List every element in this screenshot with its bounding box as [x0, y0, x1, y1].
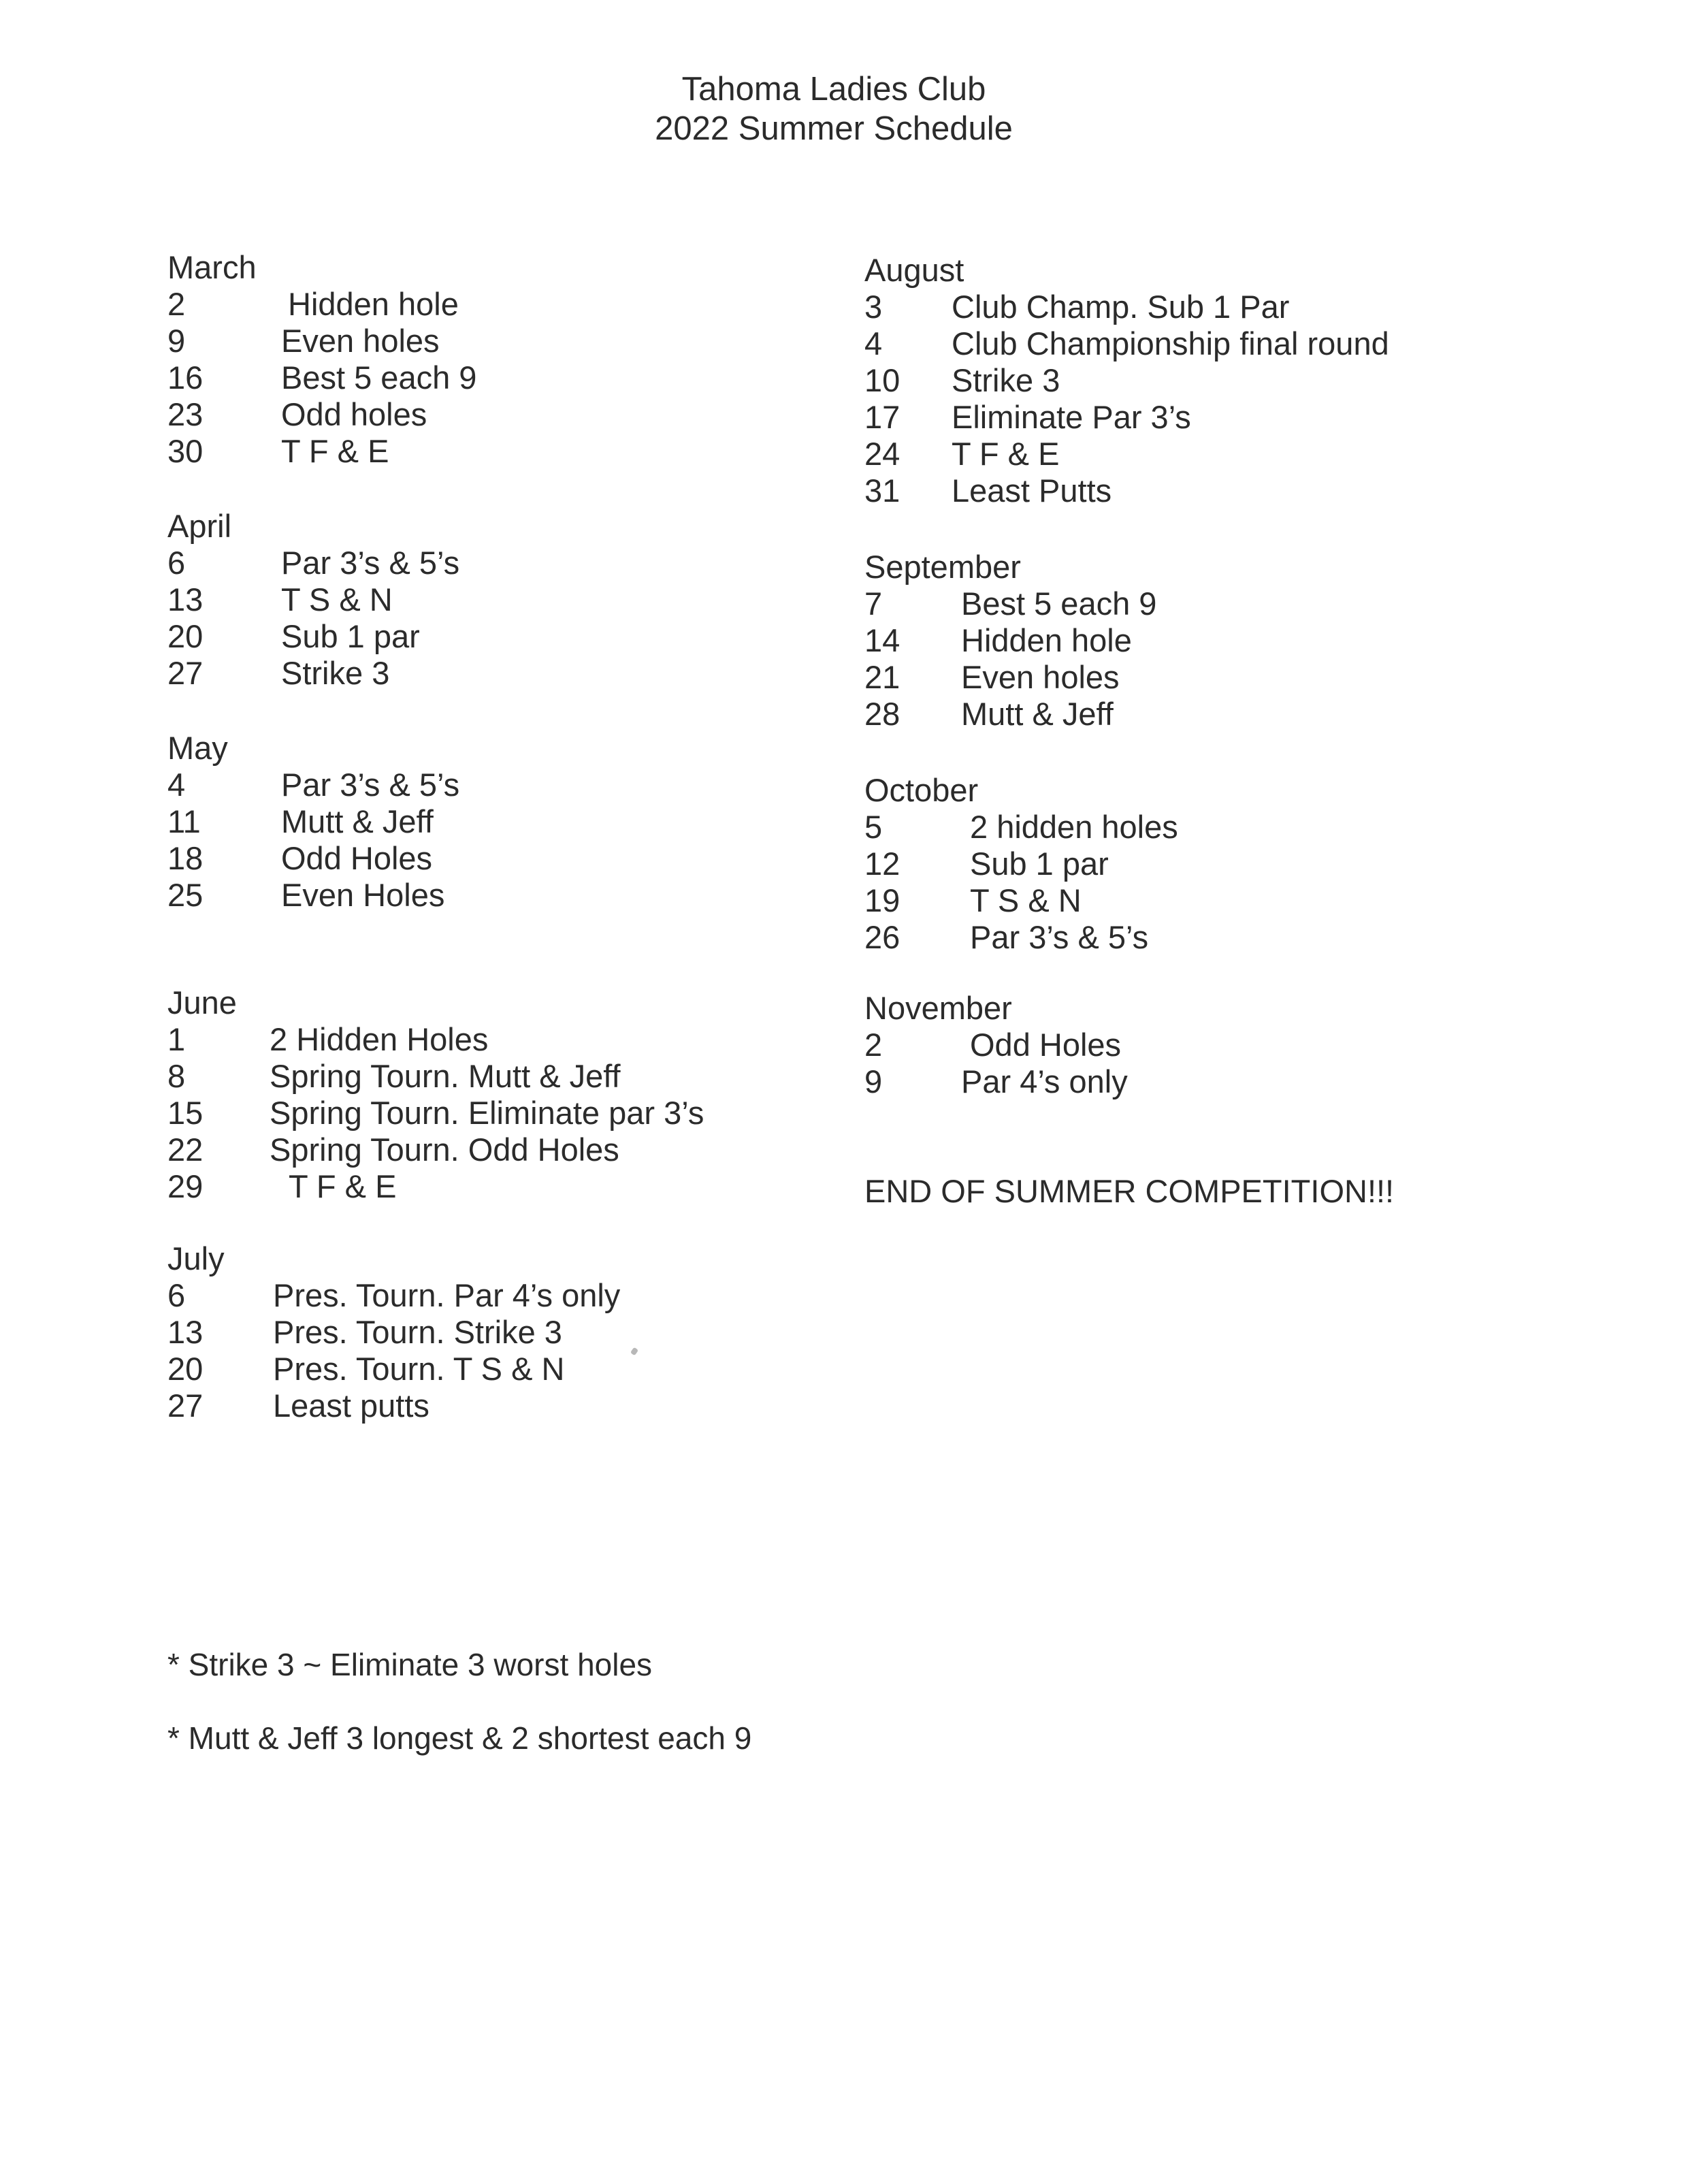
- event-day: 26: [864, 919, 900, 955]
- schedule-row: [864, 919, 1545, 956]
- event-day: 20: [167, 618, 204, 654]
- month-september: [864, 549, 1545, 733]
- month-heading: June: [167, 984, 237, 1021]
- event-name: Mutt & Jeff: [281, 803, 434, 839]
- event-day: 25: [167, 877, 204, 913]
- event-day: 30: [167, 433, 204, 469]
- schedule-row: [864, 622, 1545, 659]
- event-day: 19: [864, 882, 900, 918]
- schedule-row: [167, 840, 848, 877]
- schedule-row: [167, 545, 848, 581]
- event-name: Odd Holes: [281, 840, 433, 876]
- schedule-row: [167, 1351, 848, 1387]
- schedule-row: [167, 877, 848, 914]
- schedule-row: [167, 1387, 848, 1424]
- schedule-row: [167, 396, 848, 433]
- event-name: Club Championship final round: [952, 325, 1389, 362]
- event-day: 21: [864, 659, 900, 695]
- schedule-row: [864, 846, 1545, 882]
- month-heading: November: [864, 990, 1012, 1026]
- schedule-row: [167, 1168, 848, 1205]
- month-may: [167, 730, 848, 914]
- end-of-competition-note: END OF SUMMER COMPETITION!!!: [864, 1173, 1395, 1209]
- schedule-row: [864, 399, 1545, 436]
- event-day: 15: [167, 1095, 204, 1131]
- event-day: 17: [864, 399, 900, 435]
- event-day: 14: [864, 622, 900, 658]
- schedule-row: [167, 1277, 848, 1314]
- schedule-row: [167, 1131, 848, 1168]
- schedule-row: [167, 323, 848, 359]
- schedule-row: [167, 286, 848, 323]
- month-june: [167, 984, 848, 1205]
- schedule-row: [167, 618, 848, 655]
- event-day: 28: [864, 696, 900, 732]
- event-name: Par 3’s & 5’s: [281, 545, 460, 581]
- event-day: 27: [167, 655, 204, 691]
- event-day: 12: [864, 846, 900, 882]
- event-name: Spring Tourn. Eliminate par 3’s: [270, 1095, 704, 1131]
- event-name: Mutt & Jeff: [961, 696, 1114, 732]
- event-day: 1: [167, 1021, 186, 1057]
- month-august: [864, 252, 1545, 509]
- footnote-strike-3: * Strike 3 ~ Eliminate 3 worst holes: [167, 1647, 653, 1682]
- schedule-row: [167, 1058, 848, 1095]
- event-day: 20: [167, 1351, 204, 1387]
- event-name: Hidden hole: [288, 286, 459, 322]
- event-day: 16: [167, 359, 204, 396]
- footnote-mutt-and-jeff: * Mutt & Jeff 3 longest & 2 shortest each 9: [167, 1720, 752, 1756]
- schedule-row: [167, 655, 848, 692]
- event-name: Even holes: [961, 659, 1120, 695]
- schedule-row: [864, 696, 1545, 733]
- event-name: Least Putts: [952, 472, 1112, 509]
- event-name: Par 3’s & 5’s: [970, 919, 1149, 955]
- schedule-row: [864, 325, 1545, 362]
- event-name: Odd holes: [281, 396, 427, 432]
- event-day: 8: [167, 1058, 186, 1094]
- event-day: 9: [167, 323, 186, 359]
- event-name: Spring Tourn. Mutt & Jeff: [270, 1058, 621, 1094]
- event-name: Best 5 each 9: [281, 359, 477, 396]
- event-name: Pres. Tourn. T S & N: [273, 1351, 565, 1387]
- month-march: [167, 249, 848, 470]
- event-day: 4: [864, 325, 883, 362]
- event-day: 13: [167, 581, 204, 617]
- event-name: Strike 3: [281, 655, 390, 691]
- schedule-row: [167, 1021, 848, 1058]
- month-heading: July: [167, 1240, 225, 1276]
- schedule-row: [864, 1027, 1545, 1063]
- event-name: T F & E: [952, 436, 1060, 472]
- month-heading: March: [167, 249, 257, 285]
- month-april: [167, 508, 848, 692]
- event-day: 4: [167, 767, 186, 803]
- event-day: 6: [167, 1277, 186, 1313]
- schedule-row: [167, 1095, 848, 1131]
- schedule-row: [864, 1063, 1545, 1100]
- event-name: Strike 3: [952, 362, 1060, 398]
- event-name: T F & E: [289, 1168, 397, 1204]
- schedule-row: [864, 436, 1545, 472]
- event-day: 13: [167, 1314, 204, 1350]
- event-name: Odd Holes: [970, 1027, 1122, 1063]
- event-name: T F & E: [281, 433, 389, 469]
- document-title: [0, 69, 1668, 148]
- schedule-row: [167, 359, 848, 396]
- event-name: Pres. Tourn. Par 4’s only: [273, 1277, 621, 1313]
- schedule-row: [864, 472, 1545, 509]
- schedule-row: [167, 581, 848, 618]
- event-name: T S & N: [281, 581, 393, 617]
- month-heading: May: [167, 730, 228, 766]
- month-october: [864, 772, 1545, 956]
- event-day: 22: [167, 1131, 204, 1168]
- schedule-title: 2022 Summer Schedule: [655, 110, 1013, 147]
- event-name: Par 4’s only: [961, 1063, 1128, 1099]
- event-day: 6: [167, 545, 186, 581]
- month-heading: April: [167, 508, 232, 544]
- schedule-row: [864, 882, 1545, 919]
- event-day: 7: [864, 585, 883, 622]
- event-name: Par 3’s & 5’s: [281, 767, 460, 803]
- event-name: Best 5 each 9: [961, 585, 1157, 622]
- event-day: 5: [864, 809, 883, 845]
- event-day: 9: [864, 1063, 883, 1099]
- schedule-row: [864, 809, 1545, 846]
- event-name: Spring Tourn. Odd Holes: [270, 1131, 619, 1168]
- event-day: 18: [167, 840, 204, 876]
- schedule-row: [864, 289, 1545, 325]
- schedule-row: [864, 585, 1545, 622]
- event-day: 29: [167, 1168, 204, 1204]
- schedule-row: [167, 803, 848, 840]
- month-july: [167, 1240, 848, 1424]
- month-heading: September: [864, 549, 1021, 585]
- event-name: Sub 1 par: [970, 846, 1109, 882]
- event-name: 2 Hidden Holes: [270, 1021, 489, 1057]
- event-name: Least putts: [273, 1387, 429, 1424]
- schedule-row: [167, 1314, 848, 1351]
- event-day: 2: [864, 1027, 883, 1063]
- event-name: Even Holes: [281, 877, 445, 913]
- month-heading: October: [864, 772, 979, 808]
- event-day: 27: [167, 1387, 204, 1424]
- schedule-row: [167, 767, 848, 803]
- event-name: Sub 1 par: [281, 618, 420, 654]
- schedule-row: [864, 362, 1545, 399]
- event-day: 2: [167, 286, 186, 322]
- event-name: T S & N: [970, 882, 1082, 918]
- event-day: 3: [864, 289, 883, 325]
- event-day: 31: [864, 472, 900, 509]
- event-name: Even holes: [281, 323, 440, 359]
- event-name: Club Champ. Sub 1 Par: [952, 289, 1290, 325]
- schedule-row: [167, 433, 848, 470]
- month-november: [864, 990, 1545, 1100]
- event-name: Hidden hole: [961, 622, 1132, 658]
- schedule-row: [864, 659, 1545, 696]
- club-name: Tahoma Ladies Club: [681, 71, 986, 108]
- month-heading: August: [864, 252, 964, 288]
- event-day: 23: [167, 396, 204, 432]
- event-name: 2 hidden holes: [970, 809, 1178, 845]
- event-day: 24: [864, 436, 900, 472]
- event-name: Pres. Tourn. Strike 3: [273, 1314, 562, 1350]
- event-day: 10: [864, 362, 900, 398]
- event-name: Eliminate Par 3’s: [952, 399, 1191, 435]
- event-day: 11: [167, 803, 201, 839]
